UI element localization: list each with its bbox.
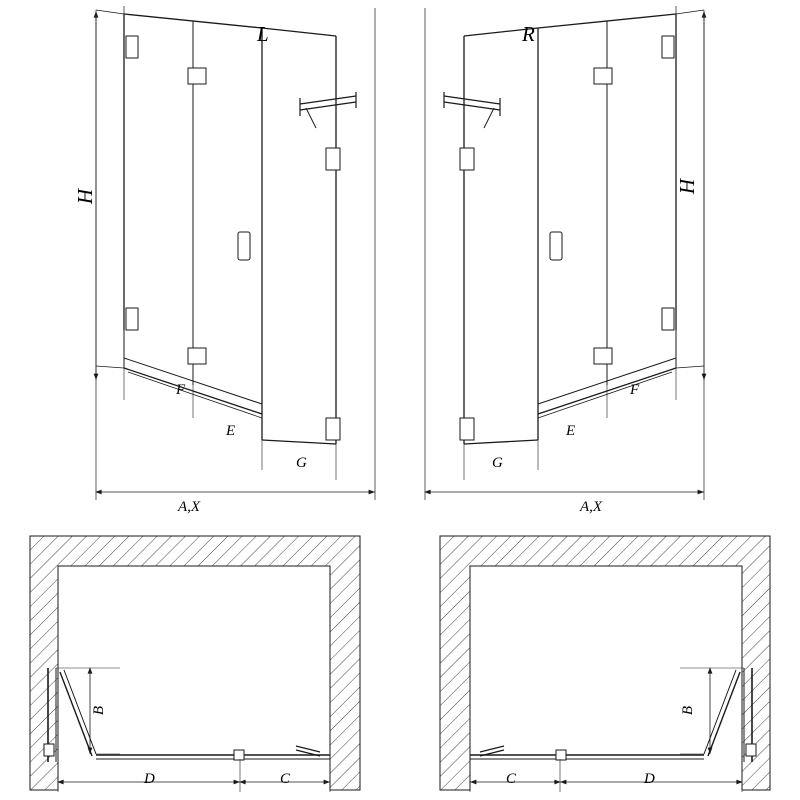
left-height-label: H (73, 188, 98, 205)
right-variant-label: R (522, 22, 535, 46)
right-width-label: A,X (580, 499, 603, 515)
left-plan-dim-d: D (144, 771, 155, 787)
left-width-label: A,X (178, 499, 201, 515)
left-panel-label-e: E (226, 423, 236, 439)
left-variant-label: L (257, 22, 269, 46)
left-plan-view (30, 536, 360, 792)
right-panel-label-g: G (492, 455, 503, 471)
left-panel-label-g: G (296, 455, 307, 471)
right-plan-depth-label: B (680, 705, 697, 716)
right-height-label: H (675, 178, 700, 195)
left-elevation-view (96, 6, 375, 500)
right-plan-view (440, 536, 770, 792)
left-plan-depth-label: B (91, 705, 108, 716)
right-elevation-view (425, 6, 704, 500)
right-plan-dim-c: C (506, 771, 517, 787)
right-plan-dim-d: D (644, 771, 655, 787)
left-plan-dim-c: C (280, 771, 291, 787)
right-panel-label-f: F (630, 382, 640, 398)
left-panel-label-f: F (176, 382, 186, 398)
right-panel-label-e: E (566, 423, 576, 439)
